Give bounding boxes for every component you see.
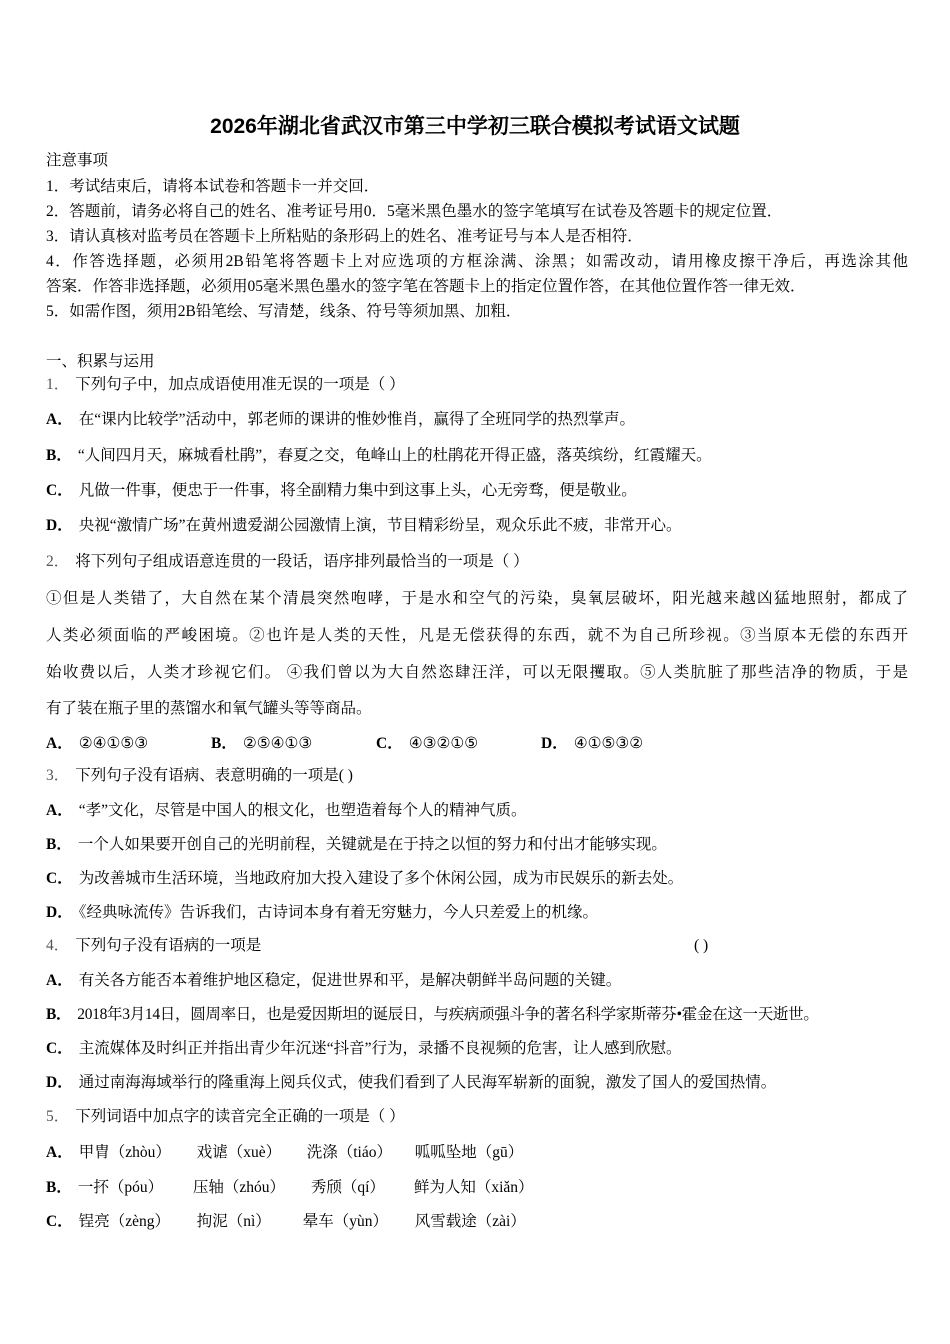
option-b: B． “人间四月天，麻城看杜鹃”，春夏之交，龟峰山上的杜鹃花开得正盛，落英缤纷，红霞耀天。 [46, 447, 712, 464]
notice-item: 5．如需作图，须用2B铅笔绘、写清楚，线条、符号等须加黑、加粗． [46, 303, 522, 320]
question-number: 2． [46, 553, 70, 570]
option-a: A． 有关各方能否本着维护地区稳定，促进世界和平，是解决朝鲜半岛问题的关键。 [46, 972, 622, 989]
answer-paren: ( ) [694, 937, 709, 954]
question-stem: 4． 下列句子没有语病的一项是 ( ) [46, 937, 709, 954]
notice-item: 1．考试结束后，请将本试卷和答题卡一并交回． [46, 178, 380, 195]
option-d: D． ④①⑤③② [541, 735, 644, 752]
option-b: B． 一个人如果要开创自己的光明前程，关键就是在于持之以恒的努力和付出才能够实现。 [46, 836, 667, 853]
notice-item: 3．请认真核对监考员在答题卡上所粘贴的条形码上的姓名、准考证号与本人是否相符． [46, 228, 643, 245]
passage-line: 始收费以后，人类才珍视它们。 ④我们曾以为大自然恣肆汪洋，可以无限攫取。⑤人类肮脏了那些洁净的物质，于是 [46, 664, 908, 681]
passage-line: ①但是人类错了，大自然在某个清晨突然咆哮，于是水和空气的污染，臭氧层破坏，阳光越来越凶猛地照射，都成了 [46, 590, 908, 607]
option-a: A． 甲胄（zhòu） 戏谑（xuè） 洗涤（tiáo） 呱呱坠地（gū） [46, 1144, 524, 1161]
question-stem: 5． 下列词语中加点字的读音完全正确的一项是（ ） [46, 1108, 405, 1125]
option-c: C． 凡做一件事，便忠于一件事，将全副精力集中到这事上头，心无旁骛，便是敬业。 [46, 482, 637, 499]
section-heading: 一、积累与运用 [46, 353, 155, 370]
question-stem: 1． 下列句子中，加点成语使用准无误的一项是（ ） [46, 376, 405, 393]
options-row [46, 734, 643, 754]
passage-line: 人类必须面临的严峻困境。②也许是人类的天性，凡是无偿获得的东西，就不为自己所珍视。③当原本无偿的东西开 [46, 627, 908, 644]
option-a: A． 在“课内比较学”活动中，郭老师的课讲的惟妙惟肖，赢得了全班同学的热烈掌声。 [46, 411, 635, 428]
option-a: A． “孝”文化，尽管是中国人的根文化，也塑造着每个人的精神气质。 [46, 802, 527, 819]
page-title: 2026年湖北省武汉市第三中学初三联合模拟考试语文试题 [210, 115, 740, 138]
option-c: C． 锃亮（zèng） 拘泥（nì） 晕车（yùn） 风雪载途（zài） [46, 1213, 526, 1230]
question-number: 1． [46, 376, 70, 393]
option-d: D． 《经典咏流传》告诉我们，古诗词本身有着无穷魅力，今人只差爱上的机缘。 [46, 904, 598, 921]
notice-item: 2．答题前，请务必将自己的姓名、准考证号用0．5毫米黑色墨水的签字笔填写在试卷及答题卡的规定位置． [46, 203, 783, 220]
option-b: B． ②⑤④①③ [211, 735, 313, 752]
option-d: D． 央视“激情广场”在黄州遗爱湖公园激情上演，节目精彩纷呈，观众乐此不疲，非常开心。 [46, 517, 682, 534]
option-b: B． 2018年3月14日，圆周率日，也是爱因斯坦的诞辰日，与疾病顽强斗争的著名科学家斯蒂芬•霍金在这一天逝世。 [46, 1006, 819, 1023]
notice-item: 4．作答选择题，必须用2B铅笔将答题卡上对应选项的方框涂满、涂黑；如需改动，请用橡皮擦干净后，再选涂其他 [46, 253, 908, 270]
question-stem: 2． 将下列句子组成语意连贯的一段话，语序排列最恰当的一项是（ ） [46, 553, 529, 570]
notice-item: 答案．作答非选择题，必须用05毫米黑色墨水的签字笔在答题卡上的指定位置作答，在其他位置作答一律无效． [46, 278, 806, 295]
option-b: B． 一抔（póu） 压轴（zhóu） 秀颀（qí） 鲜为人知（xiǎn） [46, 1179, 534, 1196]
question-number: 5． [46, 1108, 70, 1125]
notice-heading: 注意事项 [46, 152, 109, 169]
question-stem: 3． 下列句子没有语病、表意明确的一项是( ) [46, 767, 353, 784]
option-c: C． 主流媒体及时纠正并指出青少年沉迷“抖音”行为，录播不良视频的危害，让人感到欣慰。 [46, 1040, 682, 1057]
passage-line: 有了装在瓶子里的蒸馏水和氧气罐头等等商品。 [46, 700, 372, 717]
option-a: A． ②④①⑤③ [46, 735, 149, 752]
option-c: C． 为改善城市生活环境，当地政府加大投入建设了多个休闲公园，成为市民娱乐的新去处。 [46, 870, 684, 887]
question-number: 3． [46, 767, 70, 784]
question-number: 4． [46, 937, 70, 954]
option-d: D． 通过南海海域举行的隆重海上阅兵仪式，使我们看到了人民海军崭新的面貌，激发了国人的爱国热情。 [46, 1074, 777, 1091]
option-c: C． ④③②①⑤ [376, 735, 479, 752]
